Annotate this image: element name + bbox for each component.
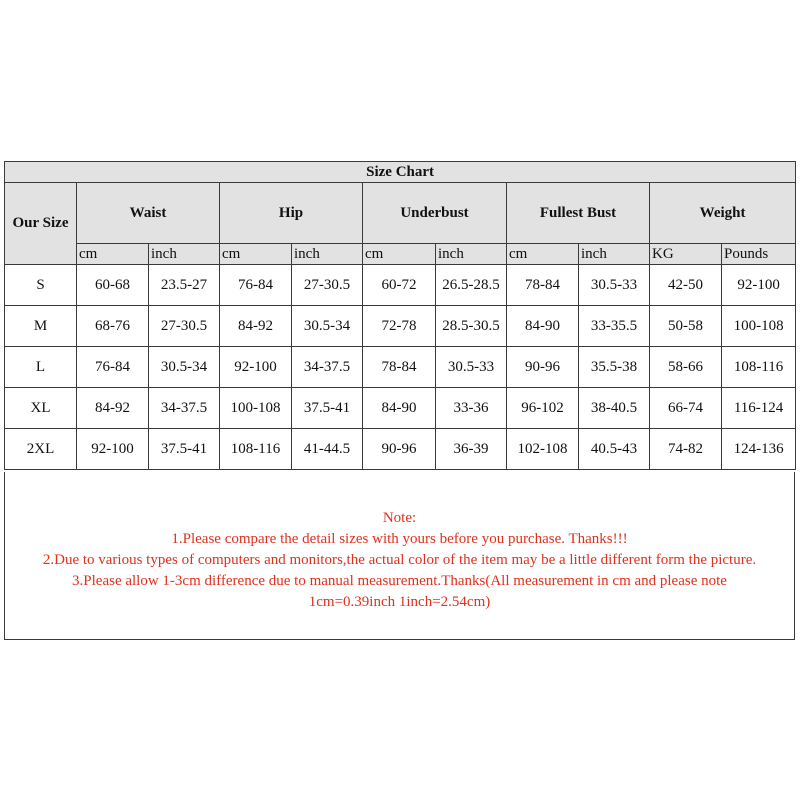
table-cell: 35.5-38 — [579, 347, 650, 388]
table-cell: 33-36 — [436, 388, 507, 429]
table-cell: 84-92 — [220, 306, 292, 347]
unit-header: inch — [149, 244, 220, 265]
table-cell: 100-108 — [220, 388, 292, 429]
group-header-waist: Waist — [77, 183, 220, 244]
unit-header: inch — [292, 244, 363, 265]
table-cell: 41-44.5 — [292, 429, 363, 470]
note-box — [4, 472, 795, 640]
table-cell: 33-35.5 — [579, 306, 650, 347]
table-cell: 58-66 — [650, 347, 722, 388]
table-cell: 28.5-30.5 — [436, 306, 507, 347]
table-cell: 30.5-33 — [436, 347, 507, 388]
table-cell: 26.5-28.5 — [436, 265, 507, 306]
table-row — [5, 265, 796, 306]
unit-header: cm — [77, 244, 149, 265]
table-row — [5, 429, 796, 470]
unit-header: cm — [363, 244, 436, 265]
table-cell: 30.5-33 — [579, 265, 650, 306]
unit-header: cm — [507, 244, 579, 265]
table-row — [5, 347, 796, 388]
table-cell: 72-78 — [363, 306, 436, 347]
table-cell: 108-116 — [722, 347, 796, 388]
table-cell: 92-100 — [220, 347, 292, 388]
table-cell: 37.5-41 — [149, 429, 220, 470]
size-label: L — [5, 347, 77, 388]
table-cell: 66-74 — [650, 388, 722, 429]
unit-header: KG — [650, 244, 722, 265]
table-cell: 100-108 — [722, 306, 796, 347]
table-cell: 108-116 — [220, 429, 292, 470]
table-cell: 42-50 — [650, 265, 722, 306]
size-label: 2XL — [5, 429, 77, 470]
table-cell: 23.5-27 — [149, 265, 220, 306]
table-cell: 40.5-43 — [579, 429, 650, 470]
group-header-underbust: Underbust — [363, 183, 507, 244]
table-cell: 60-68 — [77, 265, 149, 306]
table-cell: 36-39 — [436, 429, 507, 470]
unit-header: inch — [579, 244, 650, 265]
table-cell: 34-37.5 — [292, 347, 363, 388]
table-cell: 124-136 — [722, 429, 796, 470]
table-cell: 90-96 — [363, 429, 436, 470]
group-header-weight: Weight — [650, 183, 796, 244]
size-label: M — [5, 306, 77, 347]
note-heading: Note: — [382, 510, 417, 526]
size-chart-table — [4, 161, 796, 470]
table-cell: 84-90 — [363, 388, 436, 429]
unit-header: cm — [220, 244, 292, 265]
note-line-4: 1cm=0.39inch 1inch=2.54cm) — [308, 594, 491, 610]
table-cell: 74-82 — [650, 429, 722, 470]
unit-header: inch — [436, 244, 507, 265]
note-line-2: 2.Due to various types of computers and monitors,the actual color of the item may be a little different form the picture. — [42, 552, 757, 568]
table-cell: 84-90 — [507, 306, 579, 347]
table-cell: 78-84 — [363, 347, 436, 388]
table-cell: 92-100 — [722, 265, 796, 306]
unit-header: Pounds — [722, 244, 796, 265]
table-cell: 50-58 — [650, 306, 722, 347]
table-cell: 30.5-34 — [292, 306, 363, 347]
size-label: S — [5, 265, 77, 306]
table-cell: 76-84 — [220, 265, 292, 306]
table-cell: 84-92 — [77, 388, 149, 429]
table-row — [5, 306, 796, 347]
size-label: XL — [5, 388, 77, 429]
note-line-3: 3.Please allow 1-3cm difference due to manual measurement.Thanks(All measurement in cm and please note — [72, 573, 727, 589]
table-cell: 116-124 — [722, 388, 796, 429]
table-cell: 78-84 — [507, 265, 579, 306]
table-cell: 38-40.5 — [579, 388, 650, 429]
table-cell: 27-30.5 — [149, 306, 220, 347]
table-cell: 60-72 — [363, 265, 436, 306]
group-header-hip: Hip — [220, 183, 363, 244]
table-cell: 96-102 — [507, 388, 579, 429]
note-line-1: 1.Please compare the detail sizes with yours before you purchase. Thanks!!! — [171, 531, 628, 547]
table-cell: 27-30.5 — [292, 265, 363, 306]
table-cell: 37.5-41 — [292, 388, 363, 429]
table-cell: 30.5-34 — [149, 347, 220, 388]
table-cell: 34-37.5 — [149, 388, 220, 429]
table-cell: 76-84 — [77, 347, 149, 388]
table-cell: 90-96 — [507, 347, 579, 388]
chart-title: Size Chart — [5, 162, 796, 183]
table-cell: 68-76 — [77, 306, 149, 347]
group-header-fullest-bust: Fullest Bust — [507, 183, 650, 244]
size-chart — [4, 161, 795, 470]
table-row — [5, 388, 796, 429]
table-cell: 92-100 — [77, 429, 149, 470]
our-size-header: Our Size — [5, 183, 77, 265]
table-cell: 102-108 — [507, 429, 579, 470]
